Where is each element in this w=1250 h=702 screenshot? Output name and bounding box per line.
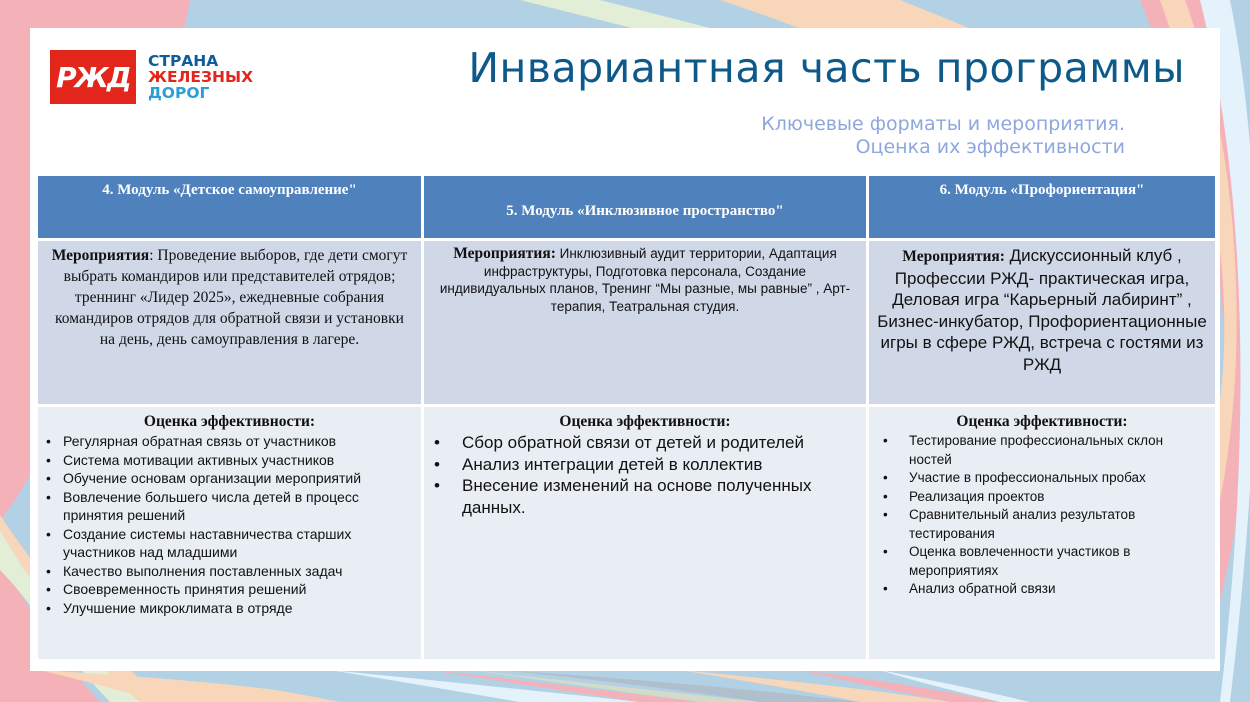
rzd-logo: [50, 50, 253, 104]
events-row: [38, 241, 1215, 404]
subtitle-line-1: Ключевые форматы и мероприятия.: [761, 113, 1125, 135]
list-item: • Вовлечение большего числа детей в процесс принятия решений: [46, 488, 413, 525]
events-cell-module-4: [38, 241, 421, 404]
list-item: • Тестирование профессиональных склон ностей: [877, 432, 1207, 469]
table-header-row: [38, 176, 1215, 238]
evaluation-title: Оценка эффективности:: [143, 413, 316, 430]
modules-table: [35, 173, 1218, 662]
rzd-logo-icon: РЖД: [50, 50, 136, 104]
column-header-module-4: 4. Модуль «Детское самоуправление": [38, 176, 421, 238]
list-item: • Регулярная обратная связь от участников: [46, 432, 413, 451]
slide: [30, 28, 1220, 671]
logo-text-line-3: ДОРОГ: [148, 84, 210, 102]
evaluation-row: [38, 407, 1215, 659]
evaluation-list: [46, 432, 413, 617]
logo-text-line-2: ЖЕЛЕЗНЫХ: [148, 68, 254, 86]
events-text: Инклюзивный аудит территории, Адаптация инфраструктуры, Подготовка персонала, Создание индивидуальных планов, Тренинг “Мы разные, мы равные” , Арт-терапия, Театральная студия.: [439, 246, 851, 314]
events-label: Мероприятия:: [902, 248, 1005, 265]
list-item: • Своевременность принятия решений: [46, 580, 413, 599]
evaluation-cell-module-5: [424, 407, 866, 659]
column-header-module-5: 5. Модуль «Инклюзивное пространство": [424, 176, 866, 238]
evaluation-cell-module-4: [38, 407, 421, 659]
events-cell-module-5: [424, 241, 866, 404]
evaluation-title: Оценка эффективности:: [956, 413, 1128, 430]
evaluation-title: Оценка эффективности:: [559, 413, 731, 430]
list-item: • Качество выполнения поставленных задач: [46, 562, 413, 581]
list-item: • Сбор обратной связи от детей и родителей: [432, 432, 858, 454]
list-item: • Система мотивации активных участников: [46, 451, 413, 470]
list-item: • Улучшение микроклимата в отряде: [46, 599, 413, 618]
events-label: Мероприятия: [51, 247, 150, 264]
evaluation-list: [432, 432, 858, 518]
logo-text: [148, 53, 253, 101]
list-item: • Создание системы наставничества старших участников над младшими: [46, 525, 413, 562]
events-text: : Проведение выборов, где дети смогут выбрать командиров или представителей отрядов; треннинг «Лидер 2025», ежедневные собрания командиров отрядов для обратной связи и установки на день, день самоуправления в лагере.: [55, 247, 408, 348]
list-item: • Участие в профессиональных пробах: [877, 469, 1207, 488]
events-cell-module-6: [869, 241, 1215, 404]
list-item: • Обучение основам организации мероприятий: [46, 469, 413, 488]
logo-text-line-1: СТРАНА: [148, 52, 219, 70]
page-title: Инвариантная часть программы: [468, 44, 1185, 92]
evaluation-cell-module-6: [869, 407, 1215, 659]
list-item: • Анализ обратной связи: [877, 580, 1207, 599]
evaluation-list: [877, 432, 1207, 599]
events-label: Мероприятия:: [453, 245, 556, 262]
list-item: • Оценка вовлеченности участиков в мероприятиях: [877, 543, 1207, 580]
list-item: • Реализация проектов: [877, 488, 1207, 507]
events-text: Дискуссионный клуб , Профессии РЖД- практическая игра, Деловая игра “Карьерный лабиринт” , Бизнес-инкубатор, Профориентационные игры в сфере РЖД, встреча с гостями из РЖД: [877, 246, 1207, 374]
list-item: • Сравнительный анализ результатов тестирования: [877, 506, 1207, 543]
column-header-module-6: 6. Модуль «Профориентация": [869, 176, 1215, 238]
list-item: • Внесение изменений на основе полученных данных.: [432, 475, 858, 518]
subtitle-line-2: Оценка их эффективности: [855, 136, 1125, 158]
list-item: • Анализ интеграции детей в коллектив: [432, 454, 858, 476]
page-subtitle: [761, 113, 1125, 159]
